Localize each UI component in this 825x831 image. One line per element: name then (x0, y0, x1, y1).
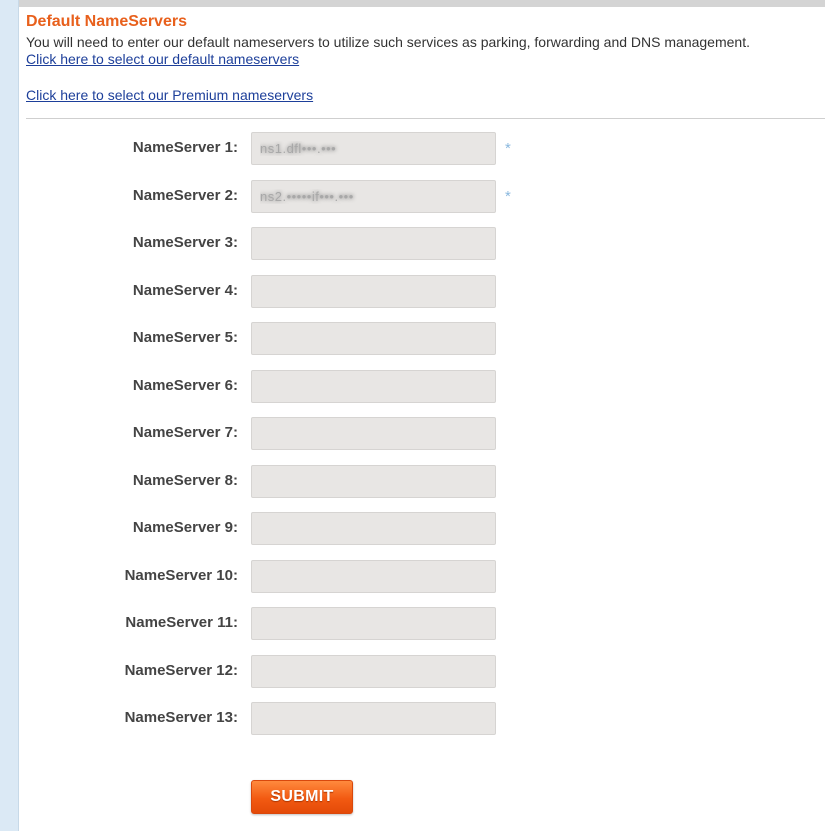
nameserver-7-input[interactable] (251, 417, 496, 450)
nameserver-label: NameServer 6: (132, 377, 238, 394)
nameserver-label: NameServer 7: (132, 424, 238, 441)
required-asterisk: * (505, 140, 511, 157)
select-default-nameservers-link[interactable]: Click here to select our default nameservers (26, 51, 300, 67)
section-description: You will need to enter our default nameservers to utilize such services as parking, forwarding and DNS management. (26, 34, 750, 50)
nameserver-13-input[interactable] (251, 702, 496, 735)
nameserver-row-8 (0, 465, 825, 499)
nameserver-10-input[interactable] (251, 560, 496, 593)
required-asterisk: * (505, 188, 511, 205)
nameserver-row-7 (0, 417, 825, 451)
nameserver-label: NameServer 3: (132, 234, 238, 251)
section-divider (26, 118, 825, 119)
nameserver-intro (26, 12, 821, 105)
nameserver-row-2 (0, 180, 825, 214)
submit-button[interactable]: SUBMIT (251, 780, 353, 814)
nameserver-label: NameServer 11: (125, 614, 238, 631)
nameserver-1-input[interactable] (251, 132, 496, 165)
nameserver-label: NameServer 12: (124, 662, 238, 679)
nameserver-row-9 (0, 512, 825, 546)
nameserver-label: NameServer 4: (132, 282, 238, 299)
nameserver-label: NameServer 8: (132, 472, 238, 489)
nameserver-label: NameServer 5: (132, 329, 238, 346)
nameserver-row-13 (0, 702, 825, 736)
nameserver-8-input[interactable] (251, 465, 496, 498)
nameserver-9-input[interactable] (251, 512, 496, 545)
nameserver-label: NameServer 1: (132, 139, 238, 156)
nameserver-row-6 (0, 370, 825, 404)
top-header-bar (19, 0, 825, 7)
nameserver-row-4 (0, 275, 825, 309)
nameserver-row-12 (0, 655, 825, 689)
nameserver-5-input[interactable] (251, 322, 496, 355)
nameserver-row-5 (0, 322, 825, 356)
nameserver-row-10 (0, 560, 825, 594)
select-premium-nameservers-link[interactable]: Click here to select our Premium nameservers (26, 87, 314, 103)
nameserver-label: NameServer 13: (124, 709, 238, 726)
nameserver-11-input[interactable] (251, 607, 496, 640)
nameserver-2-input[interactable] (251, 180, 496, 213)
nameserver-3-input[interactable] (251, 227, 496, 260)
nameserver-4-input[interactable] (251, 275, 496, 308)
nameserver-row-3 (0, 227, 825, 261)
nameserver-label: NameServer 10: (124, 567, 238, 584)
nameserver-row-11 (0, 607, 825, 641)
nameserver-label: NameServer 2: (132, 187, 238, 204)
nameserver-row-1 (0, 132, 825, 166)
nameserver-label: NameServer 9: (132, 519, 238, 536)
nameserver-12-input[interactable] (251, 655, 496, 688)
section-title: Default NameServers (26, 13, 187, 30)
nameserver-6-input[interactable] (251, 370, 496, 403)
